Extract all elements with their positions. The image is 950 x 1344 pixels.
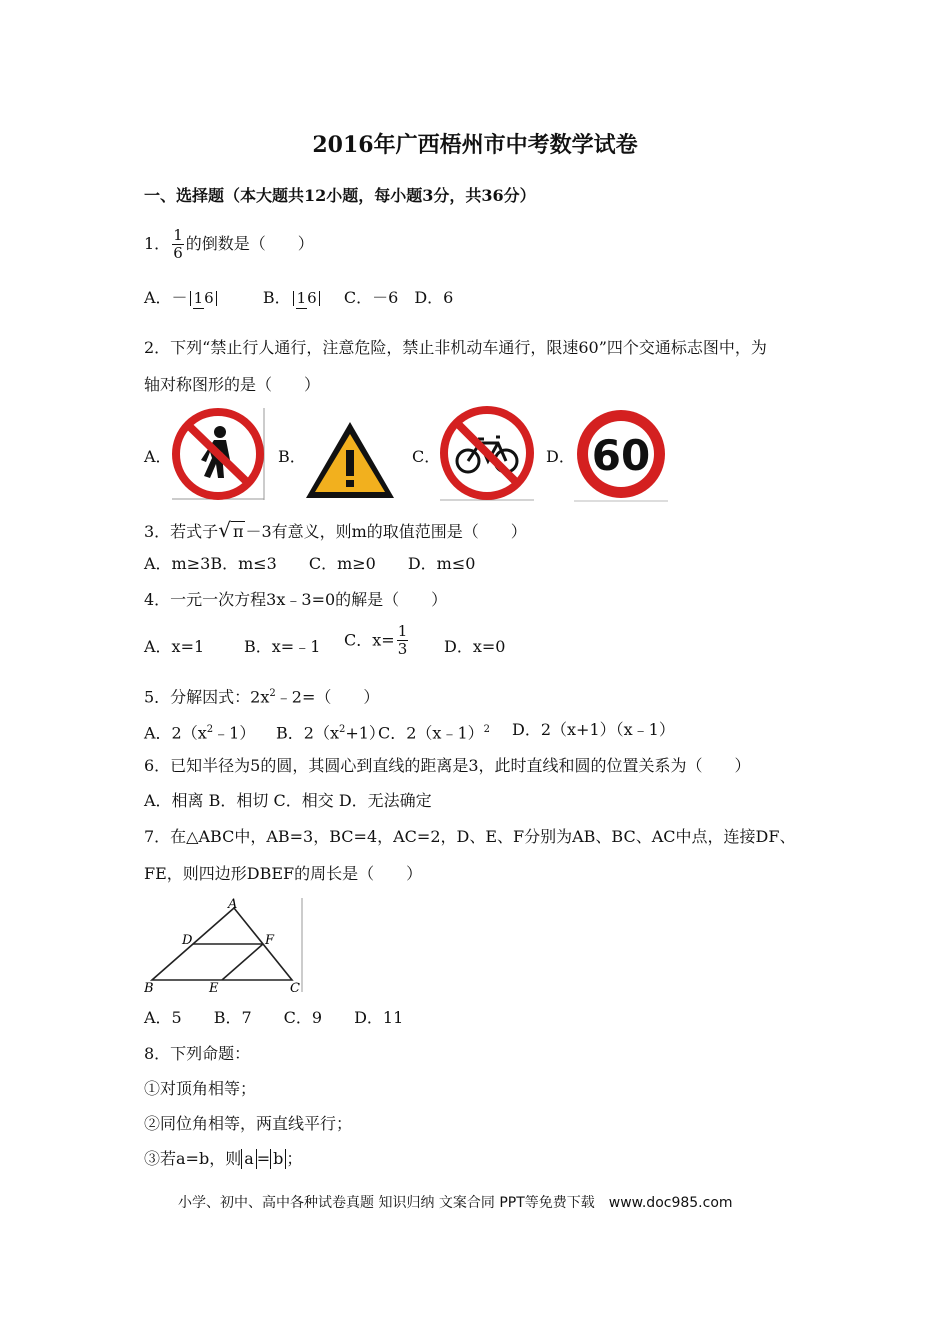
triangle-figure [144,896,304,996]
label-b: B [144,981,154,996]
footer-text: 小学、初中、高中各种试卷真题 知识归纳 文案合同 PPT等免费下载 www.doc985.com [178,1195,733,1211]
proposition-1: ①对顶角相等； [144,1079,257,1098]
proposition-3: ③若a=b，则 a = b ； [144,1149,303,1168]
speed-limit-value: 60 [591,431,651,480]
question-5-option-a: A．$2(x^2﹣1)$ [144,723,256,743]
section-heading: 一、选择题（本大题共12小题，每小题3分，共36分） [144,186,536,205]
question-2-line-1: 2．下列“禁止行人通行，注意危险，禁止非机动车通行，限速60”四个交通标志图中，为 [144,338,767,357]
question-4: 4．一元一次方程3x﹣3=0的解是（ ） [144,590,448,609]
question-7-options: A．5 B．7 C．9 D．11 [144,1008,404,1027]
label-e: E [209,981,219,996]
question-3-options: A．m≥3B．m≤3 C．m≥0 D．m≤0 [144,554,476,573]
page-title: 2016年广西梧州市中考数学试卷 [312,132,638,158]
question-4-option-c: C．x= $\frac{1}{3}$ [344,622,408,658]
speed-limit-sign-icon [572,406,670,502]
option-d-label: D． [546,447,575,466]
question-1-options: A．－ 16 B． 16 C．－6 D．6 [144,288,454,307]
question-5-option-d: D．2（x+1）（x﹣1） [512,720,675,739]
question-4-option-b: B．x=﹣1 [244,637,321,656]
question-8: 8．下列命题： [144,1044,251,1063]
question-5-option-b: B．$2(x^2+1)$ [276,723,385,743]
label-c: C [290,981,300,996]
warning-sign-icon [304,420,396,500]
label-d: D [182,933,193,948]
question-7-line-1: 7．在△ABC中，AB=3，BC=4，AC=2，D、E、F分别为AB、BC、AC中点，连接DF、 [144,827,796,846]
question-2-line-2: 轴对称图形的是（ ） [144,375,321,394]
no-pedestrian-sign-icon [170,408,266,500]
question-5: 5．分解因式：$2x^2﹣2=$（ ） [144,687,380,707]
option-a-label: A． [144,447,172,466]
question-5-option-c: C．2（x﹣1）$^2$ [378,723,491,743]
question-4-option-a: A．x=1 [144,637,205,656]
label-f: F [265,933,275,948]
question-6: 6．已知半径为5的圆，其圆心到直线的距离是3，此时直线和圆的位置关系为（ ） [144,756,751,775]
question-4-option-d: D．x=0 [444,637,506,656]
question-6-options: A．相离 B．相切 C．相交 D．无法确定 [144,791,432,810]
question-1: 1． $\frac{1}{6}$ 的倒数是（ ） [144,226,314,262]
no-bicycle-sign-icon [438,405,536,501]
label-a: A [228,897,238,912]
option-c-label: C． [412,447,441,466]
proposition-2: ②同位角相等，两直线平行； [144,1114,353,1133]
fraction-one-sixth: $\frac{1}{6}$ [173,226,183,262]
question-7-line-2: FE，则四边形DBEF的周长是（ ） [144,864,423,883]
question-3: 3．若式子√ π －3有意义，则m的取值范围是（ ） [144,518,527,542]
option-b-label: B． [278,447,306,466]
